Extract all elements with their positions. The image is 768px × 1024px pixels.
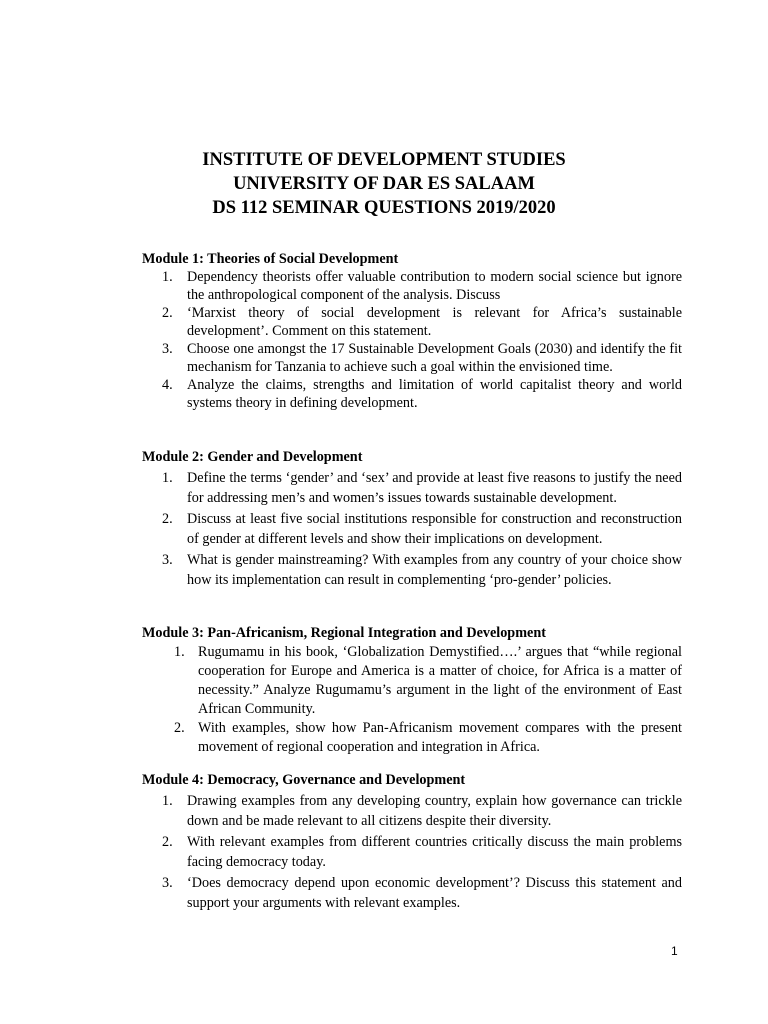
seminar-title: DS 112 SEMINAR QUESTIONS 2019/2020 (212, 198, 556, 218)
question-number: 1. (162, 269, 173, 285)
question-item (142, 268, 682, 304)
question-number: 3. (162, 551, 173, 568)
question-text: With examples, show how Pan-Africanism movement compares with the present movement of regional cooperation and integration in Africa. (198, 720, 682, 755)
question-item (142, 873, 682, 914)
question-item (142, 550, 682, 591)
question-item (142, 643, 682, 719)
question-text: Discuss at least five social institutions responsible for construction and reconstruction of gender at different levels and show their implications on development. (187, 510, 682, 547)
question-number: 2. (162, 305, 173, 321)
module-4-section (142, 770, 682, 914)
page-number: 1 (671, 944, 678, 958)
question-number: 4. (162, 377, 173, 393)
question-text: ‘Does democracy depend upon economic development’? Discuss this statement and support your arguments with relevant examples. (187, 874, 682, 911)
module-1-section (142, 250, 682, 412)
question-text: Choose one amongst the 17 Sustainable Development Goals (2030) and identify the fit mechanism for Tanzania to achieve such a goal within the envisioned time. (187, 341, 682, 375)
question-item (142, 304, 682, 340)
module-4-questions (142, 791, 682, 914)
question-item (142, 509, 682, 550)
question-number: 2. (174, 720, 185, 736)
question-item (142, 832, 682, 873)
module-3-section (142, 624, 682, 757)
question-number: 1. (162, 792, 173, 809)
institute-title: INSTITUTE OF DEVELOPMENT STUDIES (202, 150, 566, 170)
question-text: Define the terms ‘gender’ and ‘sex’ and provide at least five reasons to justify the need for addressing men’s and women’s issues towards sustainable development. (187, 469, 682, 506)
question-item (142, 791, 682, 832)
question-text: Dependency theorists offer valuable contribution to modern social science but ignore the anthropological component of the analysis. Discuss (187, 269, 682, 303)
university-title: UNIVERSITY OF DAR ES SALAAM (233, 174, 535, 194)
module-3-title: Module 3: Pan-Africanism, Regional Integration and Development (142, 625, 546, 641)
module-1-questions (142, 268, 682, 412)
module-4-title: Module 4: Democracy, Governance and Development (142, 772, 466, 788)
question-item (142, 340, 682, 376)
question-text: What is gender mainstreaming? With examples from any country of your choice show how its implementation can result in complementing ‘pro-gender’ policies. (187, 551, 682, 588)
question-text: Drawing examples from any developing country, explain how governance can trickle down and be made relevant to all citizens despite their diversity. (187, 792, 682, 829)
question-number: 1. (162, 469, 173, 486)
module-2-questions (142, 468, 682, 591)
question-number: 3. (162, 874, 173, 891)
module-1-title: Module 1: Theories of Social Development (142, 251, 399, 267)
question-number: 2. (162, 833, 173, 850)
question-text: Analyze the claims, strengths and limitation of world capitalist theory and world systems theory in defining development. (187, 377, 682, 411)
question-text: Rugumamu in his book, ‘Globalization Demystified….’ argues that “while regional cooperation for Europe and America is a matter of choice, for Africa is a matter of necessity.” Analyze Rugumamu’s argument in the light of the environment of East African Community. (198, 644, 682, 717)
question-number: 3. (162, 341, 173, 357)
question-text: With relevant examples from different countries critically discuss the main problems facing democracy today. (187, 833, 682, 870)
question-text: ‘Marxist theory of social development is relevant for Africa’s sustainable development’. Comment on this statement. (187, 305, 682, 339)
question-number: 1. (174, 644, 185, 660)
question-item (142, 468, 682, 509)
question-item (142, 719, 682, 757)
question-item (142, 376, 682, 412)
question-number: 2. (162, 510, 173, 527)
module-3-questions (142, 643, 682, 757)
module-2-section (142, 447, 682, 591)
module-2-title: Module 2: Gender and Development (142, 449, 363, 465)
document-header (0, 148, 768, 220)
